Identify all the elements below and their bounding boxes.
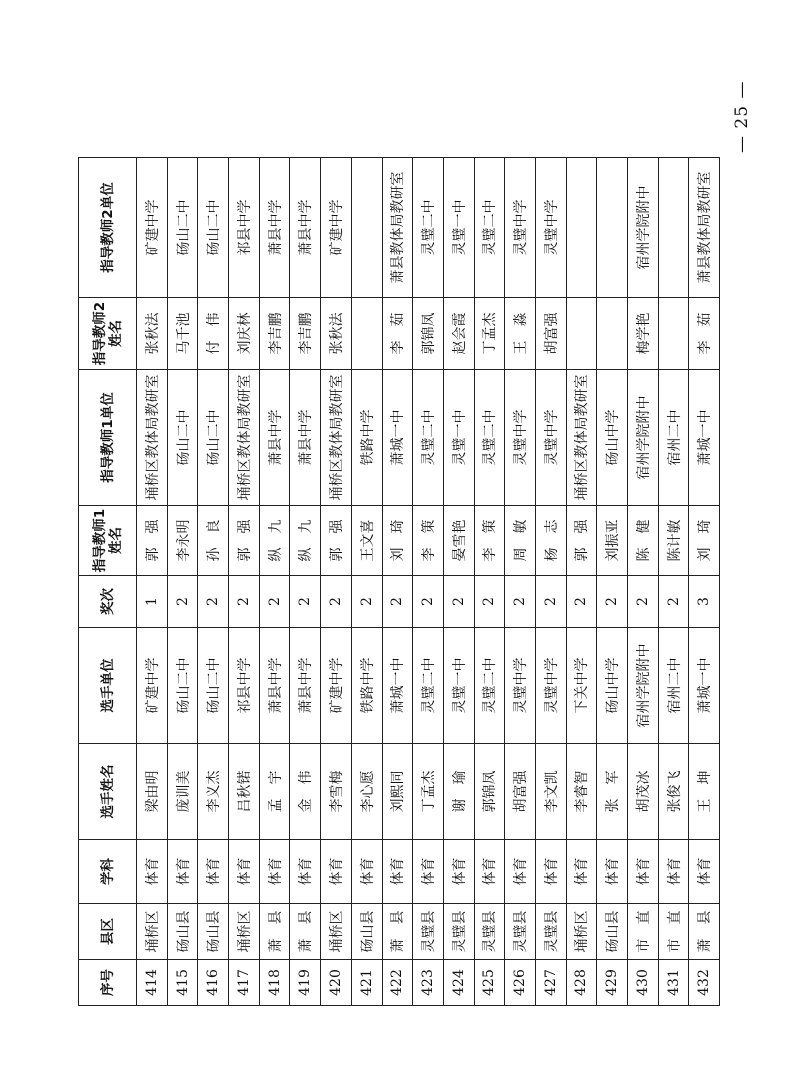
header-seq: 序号 — [79, 960, 137, 1006]
cell-teacher2-name — [597, 298, 628, 370]
cell-seq: 424 — [443, 960, 474, 1006]
cell-district: 灵璧县 — [474, 904, 505, 960]
cell-subject: 体育 — [535, 840, 566, 904]
cell-teacher2-name: 李 茹 — [689, 298, 720, 370]
cell-teacher2-unit: 祁县中学 — [229, 158, 260, 298]
cell-teacher2-unit — [351, 158, 382, 298]
cell-award: 3 — [689, 576, 720, 628]
cell-award: 2 — [321, 576, 352, 628]
cell-contestant-name: 张 军 — [597, 744, 628, 840]
cell-contestant-unit: 铁路中学 — [351, 628, 382, 744]
cell-teacher1-name: 周 敏 — [505, 506, 536, 576]
cell-teacher2-unit — [658, 158, 689, 298]
cell-seq: 431 — [658, 960, 689, 1006]
cell-district: 灵璧县 — [535, 904, 566, 960]
cell-contestant-unit: 灵璧中学 — [505, 628, 536, 744]
table-row — [290, 158, 321, 1006]
cell-subject: 体育 — [566, 840, 597, 904]
cell-teacher1-unit: 宿州二中 — [658, 370, 689, 506]
cell-district: 埇桥区 — [321, 904, 352, 960]
cell-contestant-unit: 灵璧二中 — [474, 628, 505, 744]
cell-contestant-name: 胡富强 — [505, 744, 536, 840]
cell-contestant-name: 李心愿 — [351, 744, 382, 840]
cell-teacher2-name: 丁孟杰 — [474, 298, 505, 370]
table-row — [382, 158, 413, 1006]
table-row — [198, 158, 229, 1006]
cell-teacher2-name — [566, 298, 597, 370]
cell-teacher2-unit: 砀山二中 — [167, 158, 198, 298]
cell-teacher2-unit — [597, 158, 628, 298]
table-row — [443, 158, 474, 1006]
cell-contestant-unit: 灵璧中学 — [535, 628, 566, 744]
cell-subject: 体育 — [137, 840, 168, 904]
cell-contestant-unit: 萧县中学 — [290, 628, 321, 744]
cell-seq: 425 — [474, 960, 505, 1006]
cell-teacher2-unit: 矿建中学 — [321, 158, 352, 298]
cell-teacher2-name — [658, 298, 689, 370]
cell-subject: 体育 — [505, 840, 536, 904]
cell-award: 2 — [259, 576, 290, 628]
cell-award: 2 — [290, 576, 321, 628]
cell-seq: 419 — [290, 960, 321, 1006]
cell-seq: 430 — [628, 960, 659, 1006]
cell-teacher2-name: 王 淼 — [505, 298, 536, 370]
cell-teacher1-unit: 埇桥区教体局教研室 — [229, 370, 260, 506]
cell-district: 砀山县 — [351, 904, 382, 960]
table-row — [167, 158, 198, 1006]
cell-seq: 415 — [167, 960, 198, 1006]
cell-teacher1-name: 陈 健 — [628, 506, 659, 576]
table-row — [505, 158, 536, 1006]
cell-teacher2-unit: 灵璧中学 — [505, 158, 536, 298]
cell-district: 萧 县 — [290, 904, 321, 960]
header-teacher1-name: 指导教师1姓名 — [79, 506, 137, 576]
cell-contestant-unit: 砀山二中 — [167, 628, 198, 744]
cell-contestant-name: 李文凯 — [535, 744, 566, 840]
cell-contestant-name: 王 坤 — [689, 744, 720, 840]
cell-district: 埇桥区 — [229, 904, 260, 960]
cell-teacher1-unit: 埇桥区教体局教研室 — [566, 370, 597, 506]
cell-contestant-name: 李义杰 — [198, 744, 229, 840]
cell-contestant-name: 金 伟 — [290, 744, 321, 840]
table-body — [137, 158, 720, 1006]
cell-seq: 428 — [566, 960, 597, 1006]
cell-teacher2-name — [351, 298, 382, 370]
cell-teacher1-unit: 灵璧中学 — [505, 370, 536, 506]
cell-teacher1-name: 郭 强 — [229, 506, 260, 576]
cell-contestant-name: 张俊飞 — [658, 744, 689, 840]
cell-contestant-name: 刘熙同 — [382, 744, 413, 840]
cell-teacher2-name: 李 茹 — [382, 298, 413, 370]
cell-teacher1-name: 郭 强 — [321, 506, 352, 576]
table-row — [229, 158, 260, 1006]
cell-teacher1-unit: 萧城一中 — [689, 370, 720, 506]
cell-teacher1-name: 刘 琦 — [689, 506, 720, 576]
cell-teacher2-name: 马千池 — [167, 298, 198, 370]
cell-seq: 429 — [597, 960, 628, 1006]
cell-contestant-unit: 萧城一中 — [382, 628, 413, 744]
cell-subject: 体育 — [628, 840, 659, 904]
cell-teacher1-name: 郭 强 — [566, 506, 597, 576]
cell-teacher2-unit: 萧县中学 — [259, 158, 290, 298]
cell-contestant-unit: 矿建中学 — [321, 628, 352, 744]
cell-award: 2 — [443, 576, 474, 628]
cell-seq: 417 — [229, 960, 260, 1006]
cell-teacher1-unit: 砀山中学 — [597, 370, 628, 506]
cell-district: 埇桥区 — [137, 904, 168, 960]
cell-teacher2-unit: 灵璧中学 — [535, 158, 566, 298]
cell-teacher2-name: 李吉鹏 — [290, 298, 321, 370]
page-number: — 25 — — [732, 80, 752, 153]
cell-seq: 416 — [198, 960, 229, 1006]
cell-district: 埇桥区 — [566, 904, 597, 960]
cell-contestant-unit: 萧县中学 — [259, 628, 290, 744]
cell-teacher2-unit: 砀山二中 — [198, 158, 229, 298]
cell-seq: 414 — [137, 960, 168, 1006]
cell-seq: 432 — [689, 960, 720, 1006]
cell-teacher1-name: 郭 强 — [137, 506, 168, 576]
cell-teacher1-unit: 灵璧二中 — [474, 370, 505, 506]
cell-seq: 423 — [413, 960, 444, 1006]
cell-subject: 体育 — [474, 840, 505, 904]
cell-teacher2-unit: 矿建中学 — [137, 158, 168, 298]
cell-seq: 421 — [351, 960, 382, 1006]
cell-teacher1-unit: 砀山二中 — [198, 370, 229, 506]
cell-teacher2-unit — [566, 158, 597, 298]
cell-teacher1-unit: 萧县中学 — [259, 370, 290, 506]
cell-subject: 体育 — [198, 840, 229, 904]
cell-teacher1-name: 纵 九 — [259, 506, 290, 576]
table-header-row — [79, 158, 137, 1006]
cell-contestant-name: 李雪梅 — [321, 744, 352, 840]
cell-subject: 体育 — [351, 840, 382, 904]
cell-contestant-name: 谢 瑜 — [443, 744, 474, 840]
cell-teacher1-name: 李永明 — [167, 506, 198, 576]
cell-teacher2-name: 胡富强 — [535, 298, 566, 370]
cell-district: 砀山县 — [597, 904, 628, 960]
cell-contestant-unit: 下关中学 — [566, 628, 597, 744]
cell-award: 2 — [198, 576, 229, 628]
cell-contestant-unit: 矿建中学 — [137, 628, 168, 744]
cell-seq: 427 — [535, 960, 566, 1006]
cell-teacher2-name: 张秋法 — [321, 298, 352, 370]
cell-seq: 420 — [321, 960, 352, 1006]
cell-district: 灵璧县 — [505, 904, 536, 960]
cell-teacher1-name: 孙 良 — [198, 506, 229, 576]
cell-award: 1 — [137, 576, 168, 628]
awards-table — [78, 157, 720, 1006]
cell-subject: 体育 — [229, 840, 260, 904]
header-subject: 学科 — [79, 840, 137, 904]
cell-contestant-unit: 宿州学院附中 — [628, 628, 659, 744]
cell-contestant-name: 郭锦凤 — [474, 744, 505, 840]
cell-contestant-unit: 砀山中学 — [597, 628, 628, 744]
cell-teacher2-name: 梅学艳 — [628, 298, 659, 370]
cell-award: 2 — [167, 576, 198, 628]
cell-subject: 体育 — [167, 840, 198, 904]
cell-teacher1-unit: 灵璧中学 — [535, 370, 566, 506]
cell-seq: 422 — [382, 960, 413, 1006]
cell-teacher2-unit: 灵璧二中 — [413, 158, 444, 298]
cell-teacher1-unit: 宿州学院附中 — [628, 370, 659, 506]
table-row — [535, 158, 566, 1006]
cell-award: 2 — [229, 576, 260, 628]
cell-district: 萧 县 — [382, 904, 413, 960]
cell-teacher1-name: 杨 志 — [535, 506, 566, 576]
table-row — [259, 158, 290, 1006]
cell-teacher2-name: 李吉鹏 — [259, 298, 290, 370]
cell-contestant-unit: 灵璧一中 — [443, 628, 474, 744]
cell-award: 2 — [382, 576, 413, 628]
cell-seq: 426 — [505, 960, 536, 1006]
header-district: 县区 — [79, 904, 137, 960]
cell-subject: 体育 — [597, 840, 628, 904]
cell-teacher2-unit: 灵璧二中 — [474, 158, 505, 298]
header-award: 奖次 — [79, 576, 137, 628]
cell-teacher1-unit: 灵璧一中 — [443, 370, 474, 506]
cell-award: 2 — [474, 576, 505, 628]
cell-award: 2 — [505, 576, 536, 628]
cell-subject: 体育 — [658, 840, 689, 904]
cell-teacher2-unit: 灵璧一中 — [443, 158, 474, 298]
cell-contestant-unit: 砀山二中 — [198, 628, 229, 744]
cell-teacher2-name: 张秋法 — [137, 298, 168, 370]
cell-teacher1-name: 刘 琦 — [382, 506, 413, 576]
cell-teacher1-unit: 铁路中学 — [351, 370, 382, 506]
table-row — [566, 158, 597, 1006]
cell-subject: 体育 — [290, 840, 321, 904]
cell-subject: 体育 — [413, 840, 444, 904]
cell-subject: 体育 — [259, 840, 290, 904]
header-teacher2-unit: 指导教师2单位 — [79, 158, 137, 298]
cell-teacher2-name: 赵会霞 — [443, 298, 474, 370]
cell-district: 砀山县 — [198, 904, 229, 960]
cell-teacher1-name: 晏雪艳 — [443, 506, 474, 576]
header-contestant-name: 选手姓名 — [79, 744, 137, 840]
table-row — [689, 158, 720, 1006]
cell-contestant-unit: 灵璧二中 — [413, 628, 444, 744]
cell-award: 2 — [413, 576, 444, 628]
cell-teacher1-unit: 砀山二中 — [167, 370, 198, 506]
cell-contestant-name: 胡茂冰 — [628, 744, 659, 840]
cell-teacher2-name: 刘庆林 — [229, 298, 260, 370]
cell-contestant-name: 李睿智 — [566, 744, 597, 840]
cell-subject: 体育 — [382, 840, 413, 904]
table-row — [597, 158, 628, 1006]
cell-teacher2-name: 郭锦凤 — [413, 298, 444, 370]
cell-teacher1-unit: 萧县中学 — [290, 370, 321, 506]
cell-district: 萧 县 — [259, 904, 290, 960]
cell-teacher1-name: 李 策 — [413, 506, 444, 576]
table-row — [321, 158, 352, 1006]
cell-district: 砀山县 — [167, 904, 198, 960]
cell-teacher2-name: 付 伟 — [198, 298, 229, 370]
cell-award: 2 — [628, 576, 659, 628]
cell-district: 灵璧县 — [413, 904, 444, 960]
cell-award: 2 — [566, 576, 597, 628]
cell-teacher1-name: 纵 九 — [290, 506, 321, 576]
table-row — [658, 158, 689, 1006]
cell-teacher2-unit: 萧县教体局教研室 — [382, 158, 413, 298]
cell-teacher1-name: 王文喜 — [351, 506, 382, 576]
cell-award: 2 — [351, 576, 382, 628]
cell-teacher1-unit: 埇桥区教体局教研室 — [137, 370, 168, 506]
cell-teacher1-name: 李 策 — [474, 506, 505, 576]
cell-contestant-name: 庞训美 — [167, 744, 198, 840]
cell-district: 市 直 — [658, 904, 689, 960]
cell-contestant-name: 吕秋锘 — [229, 744, 260, 840]
table-row — [474, 158, 505, 1006]
table-row — [413, 158, 444, 1006]
cell-teacher2-unit: 萧县中学 — [290, 158, 321, 298]
cell-subject: 体育 — [689, 840, 720, 904]
header-teacher1-unit: 指导教师1单位 — [79, 370, 137, 506]
cell-teacher1-unit: 萧城一中 — [382, 370, 413, 506]
cell-contestant-unit: 祁县中学 — [229, 628, 260, 744]
table-row — [137, 158, 168, 1006]
cell-contestant-unit: 萧城一中 — [689, 628, 720, 744]
table-row — [351, 158, 382, 1006]
header-teacher2-name: 指导教师2姓名 — [79, 298, 137, 370]
cell-award: 2 — [535, 576, 566, 628]
cell-teacher1-name: 陈计敏 — [658, 506, 689, 576]
cell-subject: 体育 — [443, 840, 474, 904]
cell-contestant-name: 丁孟杰 — [413, 744, 444, 840]
cell-teacher1-unit: 埇桥区教体局教研室 — [321, 370, 352, 506]
table-row — [628, 158, 659, 1006]
cell-contestant-name: 梁由明 — [137, 744, 168, 840]
cell-teacher2-unit: 萧县教体局教研室 — [689, 158, 720, 298]
cell-seq: 418 — [259, 960, 290, 1006]
cell-contestant-name: 孟 宇 — [259, 744, 290, 840]
header-contestant-unit: 选手单位 — [79, 628, 137, 744]
cell-district: 市 直 — [628, 904, 659, 960]
cell-teacher1-unit: 灵璧二中 — [413, 370, 444, 506]
cell-award: 2 — [597, 576, 628, 628]
cell-subject: 体育 — [321, 840, 352, 904]
cell-district: 萧 县 — [689, 904, 720, 960]
cell-award: 2 — [658, 576, 689, 628]
cell-teacher1-name: 刘振亚 — [597, 506, 628, 576]
cell-district: 灵璧县 — [443, 904, 474, 960]
cell-teacher2-unit: 宿州学院附中 — [628, 158, 659, 298]
cell-contestant-unit: 宿州二中 — [658, 628, 689, 744]
